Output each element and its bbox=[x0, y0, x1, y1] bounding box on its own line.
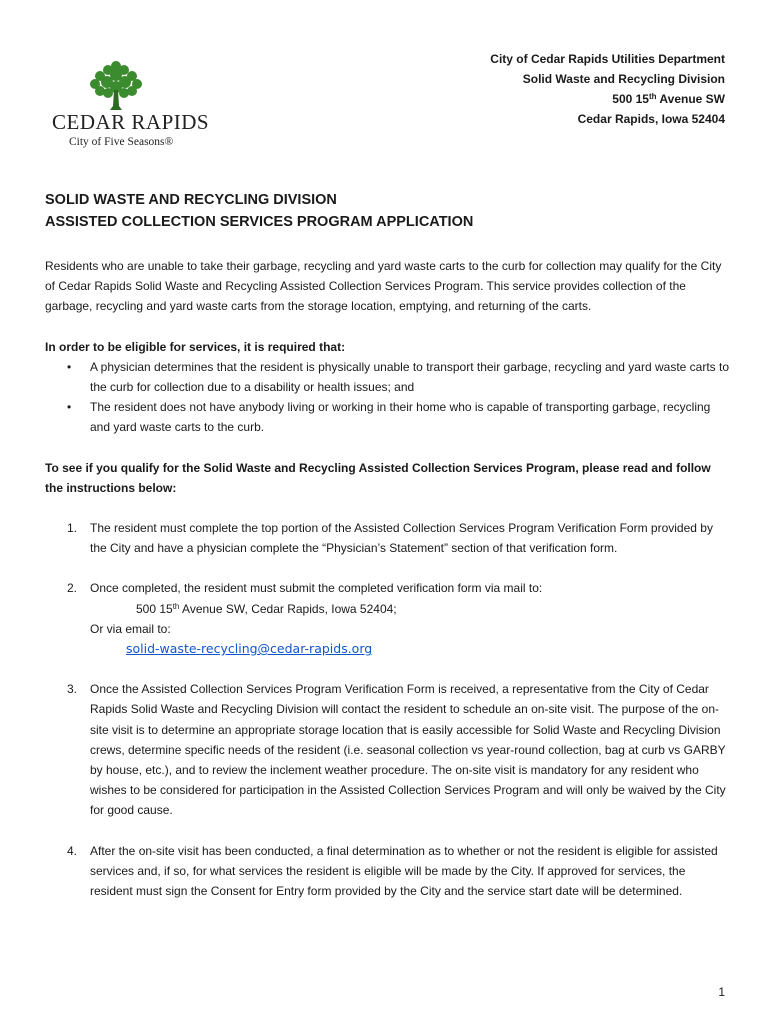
document-title bbox=[45, 189, 725, 233]
email-label: Or via email to: bbox=[90, 621, 171, 636]
logo-wordmark: CEDAR RAPIDS bbox=[52, 110, 210, 134]
list-item: • The resident does not have anybody living or working in their home who is capable of transporting garbage, recycling and yard waste carts to the curb. bbox=[45, 397, 730, 437]
eligibility-heading: In order to be eligible for services, it is required that: bbox=[45, 339, 346, 354]
logo-tagline: City of Five Seasons® bbox=[69, 136, 174, 148]
eligibility-list bbox=[45, 357, 730, 438]
intro-paragraph: Residents who are unable to take their garbage, recycling and yard waste carts to the curb for collection may qualify for the City of Cedar Rapids Solid Waste and Recycling Assisted Collection Services Program. This service provides collection of the garbage, recycling and yard waste carts from the storage location, emptying, and returning of the carts. bbox=[45, 259, 722, 314]
instruction-steps bbox=[45, 518, 730, 901]
address-department: City of Cedar Rapids Utilities Department bbox=[490, 52, 725, 66]
step-number: 1. bbox=[67, 521, 78, 536]
step-number: 4. bbox=[67, 843, 78, 858]
title-line-1: SOLID WASTE AND RECYCLING DIVISION bbox=[45, 192, 337, 208]
step-2: 2. Once completed, the resident must submit the completed verification form via mail to: 500 15th Avenue SW, Cedar Rapids, Iowa 52404; Or via email to: solid-waste-recycling@cedar-rapids.org bbox=[45, 578, 730, 659]
step-number: 2. bbox=[67, 581, 78, 596]
bullet-icon: • bbox=[67, 359, 72, 374]
page-number: 1 bbox=[718, 985, 725, 999]
cedar-tree-icon bbox=[86, 60, 146, 112]
city-logo bbox=[50, 60, 210, 155]
step-4: 4. After the on-site visit has been conducted, a final determination as to whether or not the resident is eligible for assisted services and, if so, for what services the resident is eligible will be made by the City. If approved for services, the resident must sign the Consent for Entry form provided by the City and the service start date will be determined. bbox=[45, 841, 730, 902]
step-1: 1. The resident must complete the top portion of the Assisted Collection Services Program Verification Form provided by the City and have a physician complete the “Physician’s Statement” section of that verification form. bbox=[45, 518, 730, 558]
document-body bbox=[45, 256, 730, 921]
mailing-address: 500 15th Avenue SW, Cedar Rapids, Iowa 52404; bbox=[136, 601, 397, 616]
department-address bbox=[490, 49, 725, 129]
title-line-2: ASSISTED COLLECTION SERVICES PROGRAM APPLICATION bbox=[45, 214, 474, 230]
step-number: 3. bbox=[67, 682, 78, 697]
list-item: • A physician determines that the resident is physically unable to transport their garbage, recycling and yard waste carts to the curb for collection due to a disability or health issues; and bbox=[45, 357, 730, 397]
email-link[interactable]: solid-waste-recycling@cedar-rapids.org bbox=[126, 641, 373, 657]
address-division: Solid Waste and Recycling Division bbox=[522, 72, 725, 86]
qualify-heading: To see if you qualify for the Solid Waste and Recycling Assisted Collection Services Program, please read and follow the instructions below: bbox=[45, 460, 711, 495]
address-city: Cedar Rapids, Iowa 52404 bbox=[577, 112, 725, 126]
address-street: 500 15th Avenue SW bbox=[612, 92, 725, 106]
bullet-icon: • bbox=[67, 400, 72, 415]
step-3: 3. Once the Assisted Collection Services Program Verification Form is received, a representative from the City of Cedar Rapids Solid Waste and Recycling Division will contact the resident to schedule an on-site visit. The purpose of the on-site visit is to determine an appropriate storage location that is easily accessible for Solid Waste and Recycling Division crews, determine specific needs of the resident (i.e. seasonal collection vs year-round collection, bag at curb vs GARBY by house, etc.), and to review the inclement weather procedure. The on-site visit is mandatory for any resident who wishes to be considered for participation in the Assisted Collection Services Program and will only be waived by the City for good cause. bbox=[45, 679, 730, 820]
